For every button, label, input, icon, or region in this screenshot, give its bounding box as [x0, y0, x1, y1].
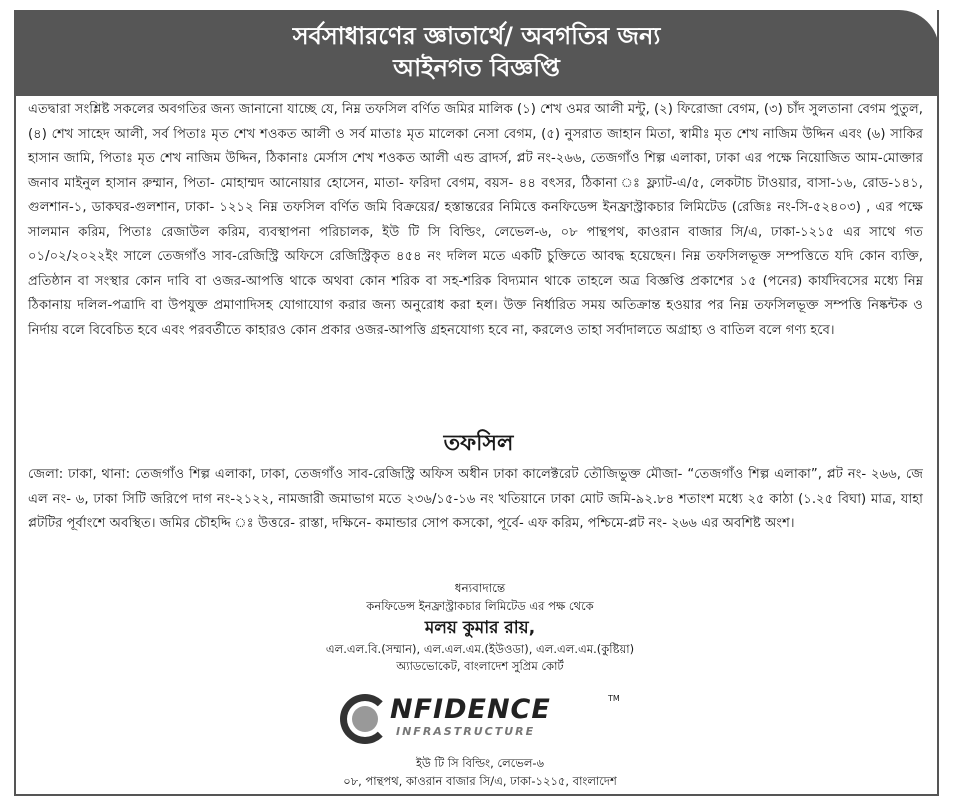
- schedule-title: তফসিল: [443, 431, 514, 456]
- header-title-line2: আইনগত বিজ্ঞপ্তি: [393, 54, 560, 82]
- confidence-logo: [340, 692, 630, 748]
- signature-on-behalf: কনফিডেন্স ইনফ্রাস্ট্রাকচার লিমিটেড এর পক্ষ থেকে: [366, 599, 594, 613]
- notice-body: এতদ্বারা সংশ্লিষ্ট সকলের অবগতির জন্য জানানো যাচ্ছে যে, নিম্ন তফসিল বর্ণিত জমির মালিক (১) শেখ ওমর আলী মন্টু, (২) ফিরোজা বেগম, (৩) চাঁদ সুলতানা বেগম পুতুল, (৪) শেখ সাহেদ আলী, সর্ব পিতাঃ মৃত শেখ শওকত আলী ও সর্ব মাতাঃ মৃত মালেকা নেসা বেগম, (৫) নুসরাত জাহান মিতা, স্বামীঃ মৃত শেখ নাজিম উদ্দিন এবং (৬) সাকির হাসান জামি, পিতাঃ মৃত শেখ নাজিম উদ্দিন, ঠিকানাঃ মের্সাস শেখ শওকত আলী এন্ড ব্রাদর্স, প্লট নং-২৬৬, তেজগাঁও শিল্প এলাকা, ঢাকা এর পক্ষে নিয়োজিত আম-মোক্তার জনাব মাইনুল হাসান রুম্মান, পিতা- মোহাম্মদ আনোয়ার হোসেন, মাতা- ফরিদা বেগম, বয়স- ৪৪ বৎসর, ঠিকানা ঃ ফ্ল্যাট-এ/৫, লেকটাচ টাওয়ার, বাসা-১৬, রোড-১৪১, গুলশান-১, ডাকঘর-গুলশান, ঢাকা- ১২১২ নিম্ন তফসিল বর্ণিত জমি বিক্রয়ের/ হস্তান্তরের নিমিত্তে কনফিডেন্স ইনফ্রাস্ট্রাকচার লিমিটেড (রেজিঃ নং-সি-৫২৪০৩) , এর পক্ষে সালমান করিম, পিতাঃ রেজাউল করিম, ব্যবস্থাপনা পরিচালক, ইউ টি সি বিল্ডিং, লেভেল-৬, ০৮ পান্থপথ, কাওরান বাজার সি/এ, ঢাকা-১২১৫ এর সাথে গত ০১/০২/২০২২ইং সালে তেজগাঁও সাব-রেজিস্ট্রি অফিসে রেজিস্ট্রিকৃত ৪৫৪ নং দলিল মতে একটি চুক্তিতে আবদ্ধ হয়েছেন। নিম্ন তফসিলভূক্ত সম্পত্তিতে যদি কোন ব্যক্তি, প্রতিষ্ঠান বা সংস্থার কোন দাবি বা ওজর-আপত্তি থাকে অথবা কোন শরিক বা সহ-শরিক বিদ্যমান থাকে তাহলে অত্র বিজ্ঞপ্তি প্রকাশের ১৫ (পনের) কার্যদিবসের মধ্যে নিম্ন ঠিকানায় দলিল-পত্রাদি বা উপযুক্ত প্রমাণাদিসহ যোগাযোগ করার জন্য অনুরোধ করা হল। উক্ত নির্ধারিত সময় অতিক্রান্ত হওয়ার পর নিম্ন তফসিলভূক্ত সম্পত্তি নিষ্কন্টক ও নির্দায় বলে বিবেচিত হবে এবং পরবর্তীতে কাহারও কোন প্রকার ওজর-আপত্তি গ্রহনযোগ্য হবে না, করলেও তাহা সর্বাদালতে অগ্রাহ্য ও বাতিল বলে গণ্য হবে।: [28, 102, 923, 338]
- signature-thanks: ধন্যবাদান্তে: [454, 581, 506, 595]
- signatory-degrees: এল.এল.বি.(সম্মান), এল.এল.এম.(ইউওডা), এল.এল.এম.(কুষ্টিয়া): [325, 642, 635, 656]
- logo-subtitle: INFRASTRUCTURE: [396, 725, 536, 738]
- logo-trademark: TM: [608, 694, 620, 703]
- signatory-title: অ্যাডভোকেট, বাংলাদেশ সুপ্রিম কোর্ট: [396, 659, 564, 673]
- signature-block: [250, 578, 710, 675]
- schedule-text: জেলা: ঢাকা, থানা: তেজগাঁও শিল্প এলাকা, ঢাকা, তেজগাঁও সাব-রেজিস্ট্রি অফিস অধীন ঢাকা কালেক্টরেট তৌজিভুক্ত মৌজা- “তেজগাঁও শিল্প এলাকা”, প্লট নং- ২৬৬, জে এল নং- ৬, ঢাকা সিটি জরিপে দাগ নং-২১২২, নামজারী জমাভাগ মতে ২৩৬/১৫-১৬ নং খতিয়ানে ঢাকা মোট জমি-৯২.৮৪ শতাংশ মধ্যে ২৫ কাঠা (১.২৫ বিঘা) মাত্র, যাহা প্লটটির পূর্বাংশে অবস্থিত। জমির চৌহদ্দি ঃ উত্তরে- রাস্তা, দক্ষিনে- কমান্ডার সোপ কসকো, পূর্বে- এফ করিম, পশ্চিমে-প্লট নং- ২৬৬ এর অবশিষ্ট অংশ।: [28, 467, 924, 531]
- signatory-name: মলয় কুমার রায়,: [424, 618, 536, 638]
- company-address: [250, 754, 710, 790]
- logo-core-icon: [352, 706, 378, 732]
- address-line1: ইউ টি সি বিল্ডিং, লেভেল-৬: [415, 756, 545, 770]
- address-line2: ০৮, পান্থপথ, কাওরান বাজার সি/এ, ঢাকা-১২১৫, বাংলাদেশ: [343, 774, 617, 788]
- logo-brand-text: NFIDENCE: [390, 694, 551, 725]
- header-title-line1: সর্বসাধারণের জ্ঞাতার্থে/ অবগতির জন্য: [292, 22, 661, 50]
- notice-header: [14, 10, 939, 96]
